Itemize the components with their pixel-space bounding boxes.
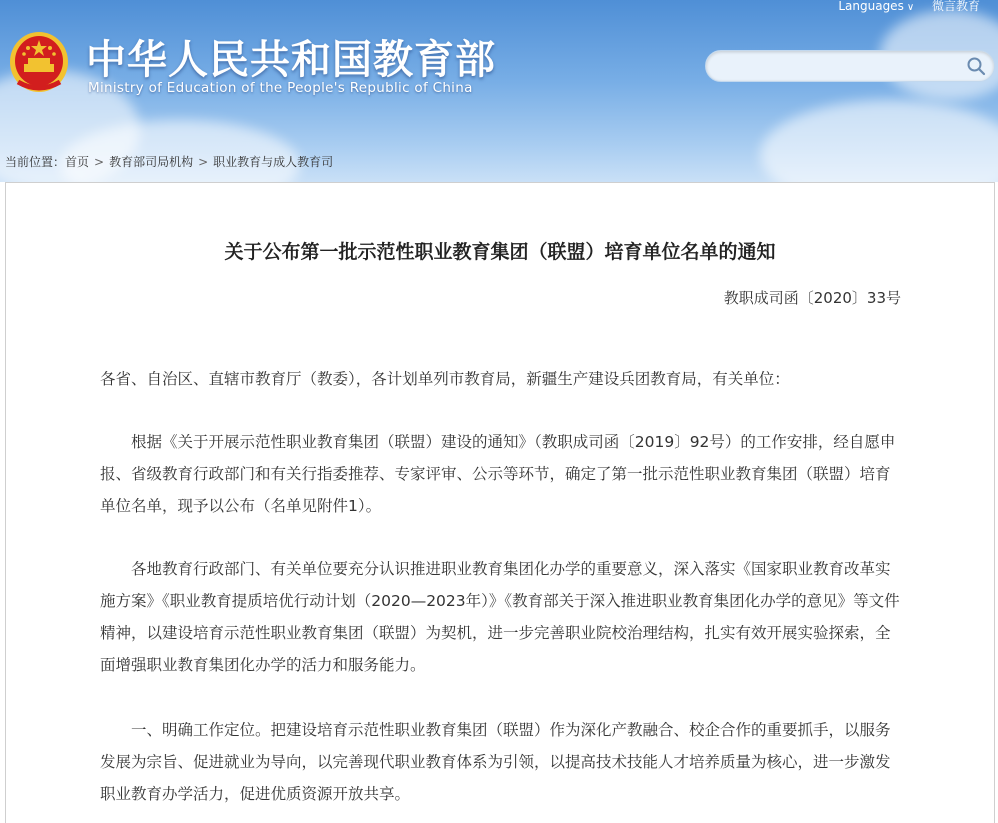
chevron-down-icon: ∨ (906, 2, 915, 13)
breadcrumb-home[interactable]: 首页 (65, 155, 90, 169)
chevron-right-icon: > (94, 155, 105, 169)
breadcrumb-vocational-dept[interactable]: 职业教育与成人教育司 (213, 155, 334, 169)
article-paragraph: 各省、自治区、直辖市教育厅（教委），各计划单列市教育局，新疆生产建设兵团教育局，有关单位： (100, 370, 790, 388)
site-header (0, 0, 998, 182)
national-emblem-icon[interactable] (8, 28, 70, 94)
article-title: 关于公布第一批示范性职业教育集团（联盟）培育单位名单的通知 (224, 241, 776, 263)
breadcrumb (5, 153, 333, 170)
top-links (838, 0, 980, 14)
weibo-link[interactable]: 微言教育 (931, 0, 980, 13)
document-number: 教职成司函〔2020〕33号 (723, 289, 901, 307)
languages-label: Languages (838, 0, 904, 13)
cloud-decoration (760, 100, 998, 182)
site-subtitle: Ministry of Education of the People's Republic of China (88, 80, 473, 96)
languages-menu[interactable] (838, 0, 914, 13)
search-box (705, 50, 995, 82)
search-icon[interactable] (966, 56, 986, 76)
search-input[interactable] (718, 55, 962, 77)
article-paragraph: 根据《关于开展示范性职业教育集团（联盟）建设的通知》（教职成司函〔2019〕92号）的工作安排，经自愿申报、省级教育行政部门和有关行指委推荐、专家评审、公示等环节，确定了第一批示范性职业教育集团（联盟）培育单位名单，现予以公布（名单见附件1）。 (100, 433, 896, 515)
site-title[interactable]: 中华人民共和国教育部 (86, 37, 496, 83)
chevron-right-icon: > (198, 155, 209, 169)
breadcrumb-departments[interactable]: 教育部司局机构 (109, 155, 194, 169)
article-container (5, 182, 995, 823)
breadcrumb-label: 当前位置： (5, 155, 66, 169)
article-paragraph: 一、明确工作定位。把建设培育示范性职业教育集团（联盟）作为深化产教融合、校企合作的重要抓手，以服务发展为宗旨、促进就业为导向，以完善现代职业教育体系为引领，以提高技术技能人才培养质量为核心，进一步激发职业教育办学活力，促进优质资源开放共享。 (100, 721, 891, 803)
article-paragraph: 各地教育行政部门、有关单位要充分认识推进职业教育集团化办学的重要意义，深入落实《国家职业教育改革实施方案》《职业教育提质培优行动计划（2020—2023年）》《教育部关于深入推进职业教育集团化办学的意见》等文件精神，以建设培育示范性职业教育集团（联盟）为契机，进一步完善职业院校治理结构，扎实有效开展实验探索，全面增强职业教育集团化办学的活力和服务能力。 (100, 560, 900, 674)
